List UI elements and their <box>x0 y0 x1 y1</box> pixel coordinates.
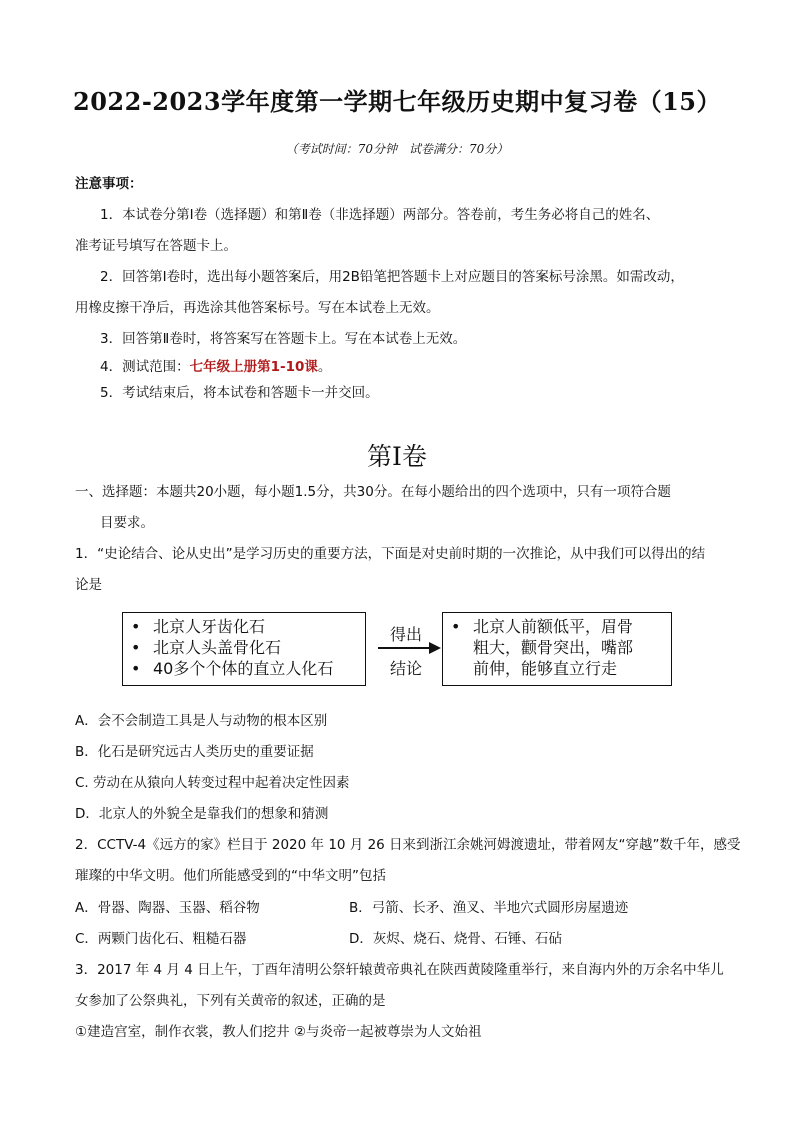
question-2-option-a: A．骨器、陶器、玉器、稻谷物 <box>75 900 260 916</box>
bullet-icon: • <box>131 617 141 636</box>
notice-item-3: 3．回答第Ⅱ卷时，将答案写在答题卡上。写在本试卷上无效。 <box>100 331 467 347</box>
section-instruction-line-1: 一、选择题：本题共20小题，每小题1.5分，共30分。在每小题给出的四个选项中，只有一项符合题 <box>75 484 671 500</box>
conclusion-line: • 北京人前额低平，眉骨 <box>451 617 634 636</box>
question-1-stem-line-2: 论是 <box>75 577 102 593</box>
question-2-stem-line-2: 璀璨的中华文明。他们所能感受到的“中华文明”包括 <box>75 868 386 884</box>
inference-diagram <box>120 610 680 690</box>
notice-item-4-suffix: 。 <box>317 359 332 375</box>
exam-info: （考试时间：70分钟 试卷满分：70分） <box>285 142 509 156</box>
notice-item-1-line-2: 准考证号填写在答题卡上。 <box>75 238 237 254</box>
question-1-option-b: B．化石是研究远古人类历史的重要证据 <box>75 744 314 760</box>
page-title: 2022-2023学年度第一学期七年级历史期中复习卷（15） <box>73 87 721 116</box>
evidence-box <box>122 612 366 686</box>
conclusion-line: 前伸，能够直立行走 <box>473 659 618 678</box>
arrow-line <box>378 647 432 649</box>
evidence-item: • 北京人头盖骨化石 <box>131 638 282 657</box>
bullet-icon: • <box>451 617 461 636</box>
question-3-statements: ①建造宫室，制作衣裳，教人们挖井 ②与炎帝一起被尊崇为人文始祖 <box>75 1024 482 1040</box>
notice-item-1-line-1: 1．本试卷分第Ⅰ卷（选择题）和第Ⅱ卷（非选择题）两部分。答卷前，考生务必将自己的姓名、 <box>100 207 660 223</box>
question-1-option-d: D．北京人的外貌全是靠我们的想象和猜测 <box>75 806 329 822</box>
notice-item-4 <box>100 355 331 375</box>
question-1-option-c: C. 劳动在从猿向人转变过程中起着决定性因素 <box>75 775 350 791</box>
bullet-icon: • <box>131 659 141 678</box>
conclusion-box <box>442 612 672 686</box>
question-2-option-c: C．两颗门齿化石、粗糙石器 <box>75 931 247 947</box>
question-3-stem-line-2: 女参加了公祭典礼，下列有关黄帝的叙述，正确的是 <box>75 993 386 1009</box>
arrow-label-top: 得出 <box>389 625 422 644</box>
notice-item-5: 5．考试结束后，将本试卷和答题卡一并交回。 <box>100 385 379 401</box>
notice-item-2-line-1: 2．回答第Ⅰ卷时，选出每小题答案后，用2B铅笔把答题卡上对应题目的答案标号涂黑。如需改动， <box>100 269 684 285</box>
question-3-stem-line-1: 3．2017 年 4 月 4 日上午，丁酉年清明公祭轩辕黄帝典礼在陕西黄陵隆重举行，来自海内外的万余名中华儿 <box>75 962 724 978</box>
arrow-right-icon <box>429 642 441 654</box>
notice-item-4-prefix: 4．测试范围： <box>100 359 190 375</box>
question-2-option-d: D．灰烬、烧石、烧骨、石锤、石砧 <box>349 931 562 947</box>
arrow-label-bottom: 结论 <box>389 659 422 678</box>
notice-heading: 注意事项： <box>75 176 143 192</box>
evidence-item: • 北京人牙齿化石 <box>131 617 266 636</box>
question-2-option-b: B．弓箭、长矛、渔叉、半地穴式圆形房屋遗迹 <box>349 900 629 916</box>
notice-item-2-line-2: 用橡皮擦干净后，再选涂其他答案标号。写在本试卷上无效。 <box>75 300 440 316</box>
question-2-stem-line-1: 2．CCTV-4《远方的家》栏目于 2020 年 10 月 26 日来到浙江余姚河姆渡遗址，带着网友“穿越”数千年，感受 <box>75 837 741 853</box>
question-1-option-a: A．会不会制造工具是人与动物的根本区别 <box>75 713 328 729</box>
conclusion-line: 粗大，颧骨突出，嘴部 <box>473 638 634 657</box>
question-1-stem-line-1: 1．“史论结合、论从史出”是学习历史的重要方法，下面是对史前时期的一次推论，从中我们可以得出的结 <box>75 546 706 562</box>
bullet-icon: • <box>131 638 141 657</box>
section-title: 第Ⅰ卷 <box>367 442 427 471</box>
evidence-item: • 40多个个体的直立人化石 <box>131 659 334 678</box>
section-instruction-line-2: 目要求。 <box>100 515 154 531</box>
test-range: 七年级上册第1-10课 <box>189 359 318 375</box>
